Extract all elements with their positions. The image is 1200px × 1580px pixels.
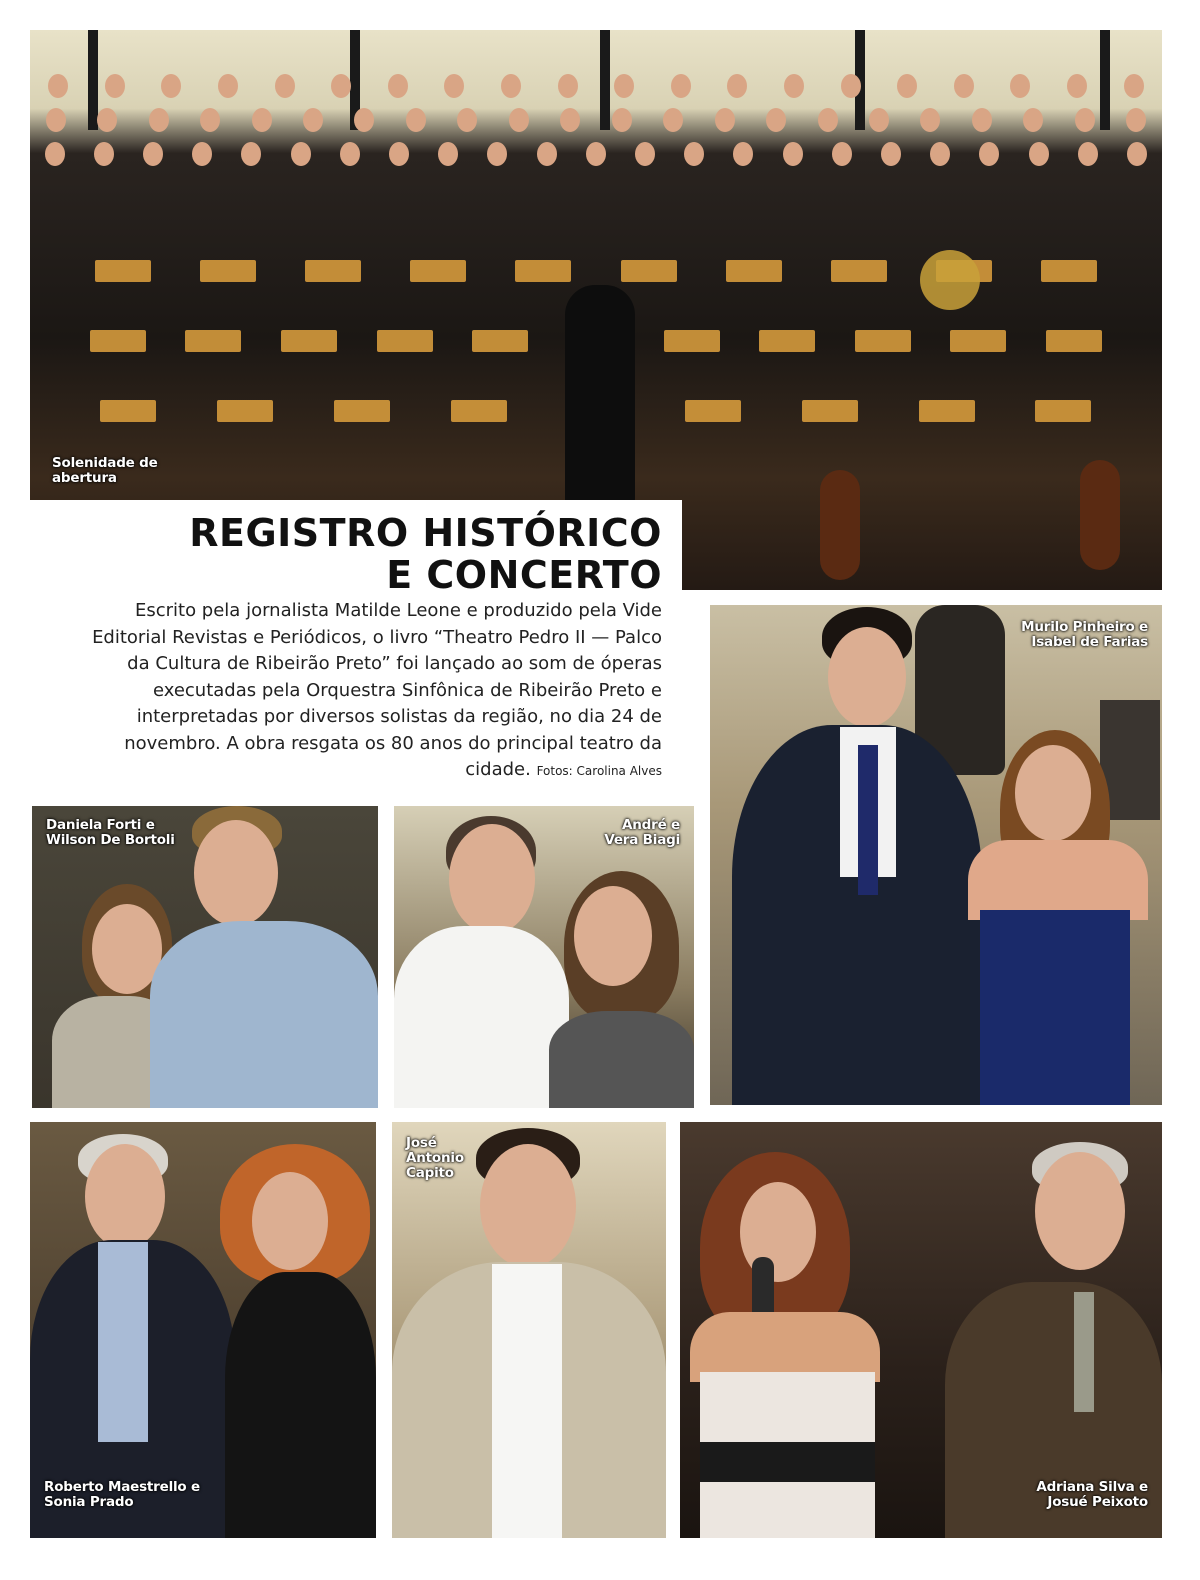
photo-jose-antonio-capito <box>392 1122 666 1538</box>
photo-credit: Fotos: Carolina Alves <box>536 764 662 778</box>
cello <box>1080 460 1120 570</box>
conductor <box>565 285 635 505</box>
photo-roberto-sonia <box>30 1122 376 1538</box>
tie <box>1074 1292 1094 1412</box>
dress <box>980 910 1130 1105</box>
caption-orchestra: Solenidade de abertura <box>52 455 158 486</box>
belt <box>700 1442 875 1482</box>
photo-adriana-josue <box>680 1122 1162 1538</box>
shirt <box>492 1264 562 1538</box>
text-background <box>682 590 710 805</box>
photo-daniela-wilson <box>32 806 378 1108</box>
caption-adriana-josue: Adriana Silva e Josué Peixoto <box>1036 1479 1148 1510</box>
article-title: REGISTRO HISTÓRICO E CONCERTO <box>189 511 662 597</box>
article-body: Escrito pela jornalista Matilde Leone e produzido pela Vide Editorial Revistas e Periódicos, o livro “Theatro Pedro II — Palco da Cultura de Ribeirão Preto” foi lançado ao som de óperas executadas pela Orquestra Sinfônica de Ribeirão Preto e interpretadas por diversos solistas da região, no dia 24 de novembro. A obra resgata os 80 anos do principal teatro da cidade. Fotos: Carolina Alves <box>92 600 662 780</box>
choir-row <box>30 140 1162 180</box>
caption-roberto-sonia: Roberto Maestrello e Sonia Prado <box>44 1479 200 1510</box>
caption-andre-vera: André e Vera Biagi <box>604 817 680 848</box>
photo-andre-vera <box>394 806 694 1108</box>
shirt <box>98 1242 148 1442</box>
tuba <box>920 250 980 310</box>
cello <box>820 470 860 580</box>
caption-jose-antonio-capito: José Antonio Capito <box>406 1135 464 1181</box>
tie <box>858 745 878 895</box>
caption-murilo-isabel: Murilo Pinheiro e Isabel de Farias <box>1021 619 1148 650</box>
shoulders <box>968 840 1148 920</box>
caption-daniela-wilson: Daniela Forti e Wilson De Bortoli <box>46 817 175 848</box>
photo-murilo-isabel <box>710 605 1162 1105</box>
